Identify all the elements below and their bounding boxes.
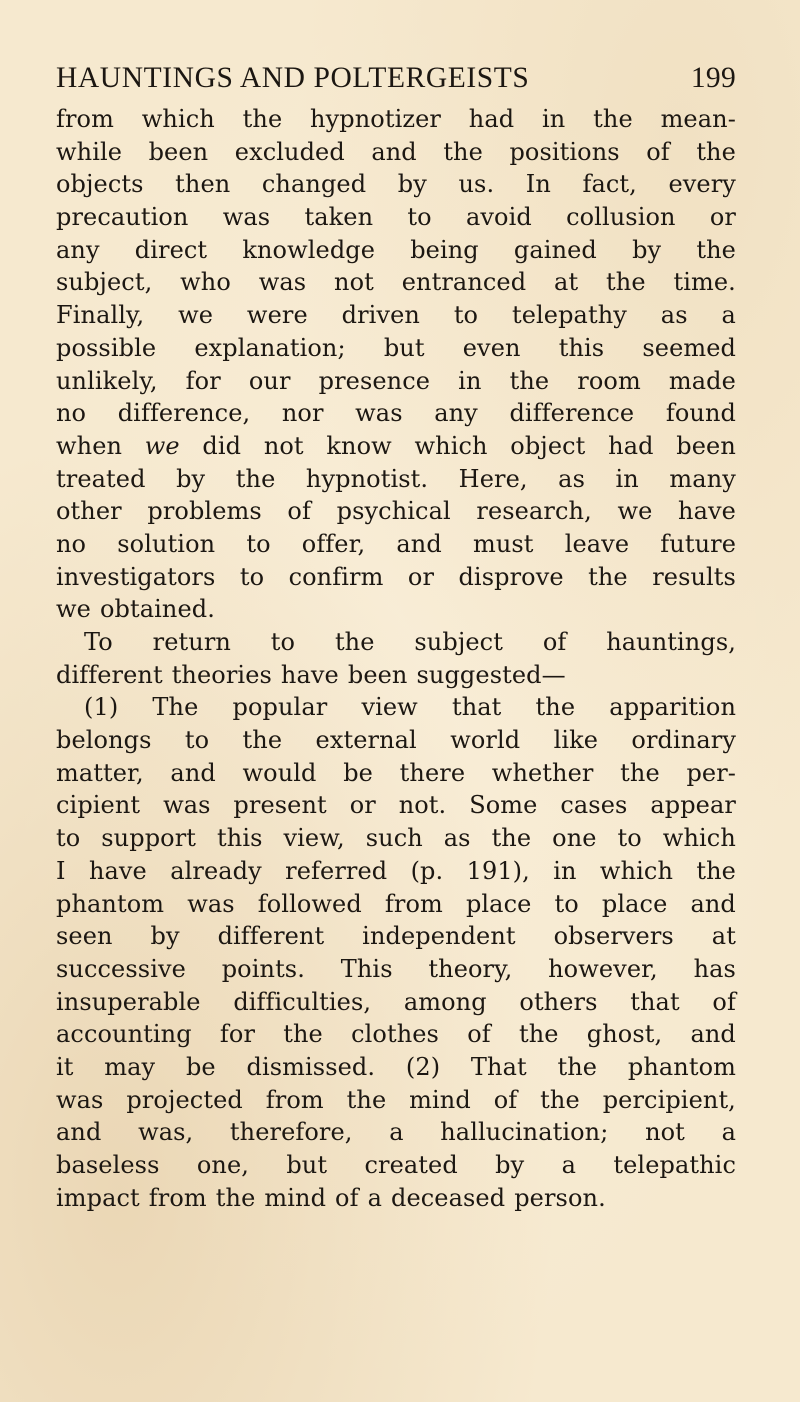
text-word: entranced [401,268,527,297]
text-word: or [349,791,376,820]
text-word: had [608,431,654,460]
text-word: place [465,889,532,918]
text-word: objects [56,170,144,199]
text-word: positions [509,137,620,166]
text-word: Some [469,791,538,820]
text-word: in [542,105,566,133]
text-word: a [367,1183,382,1212]
text-line [56,1116,736,1149]
text-word: difference [509,399,635,428]
text-line [56,789,736,822]
text-word: for [185,366,221,395]
text-word: projected [126,1085,243,1114]
page-number: 199 [690,62,736,94]
text-word: avoid [465,203,532,232]
text-word: the [540,1085,580,1114]
text-word: by [495,1151,525,1179]
text-word: mind [264,1183,327,1212]
text-word: was [222,203,271,232]
text-word: such [365,824,423,853]
text-line [56,1051,736,1084]
text-word: the [346,1085,387,1114]
text-line [56,365,736,398]
text-line [56,266,736,299]
text-word: it [56,1052,74,1081]
text-word: was, [138,1118,194,1147]
text-word: may [104,1052,156,1081]
text-line [56,888,736,921]
text-word: the [696,235,736,264]
text-word: no [56,529,87,558]
text-word: from [148,1183,207,1212]
text-word: excluded [234,137,345,166]
text-word: ghost, [586,1020,663,1049]
text-word: ordinary [631,726,736,755]
text-line [56,332,736,365]
text-word: a [721,301,736,330]
text-word: time. [673,268,736,297]
text-word: nor [281,399,324,428]
text-word: our [248,366,291,395]
text-word: This [340,954,393,983]
text-word: but [286,1151,328,1179]
text-word: the [242,105,283,133]
text-word: hauntings, [606,628,736,656]
text-word: or [407,562,435,591]
text-word: the [283,1020,323,1049]
text-word: of [712,987,736,1016]
text-word: and [690,1020,736,1049]
text-word: by [397,170,427,199]
text-word: made [668,366,736,395]
text-word: different [217,922,325,951]
text-word: which [662,824,736,853]
text-line [56,103,736,136]
text-word: cases [560,791,628,820]
text-word: changed [261,170,367,199]
book-page [56,60,736,1214]
text-word: was [355,399,403,428]
text-word: would [242,758,317,787]
text-word: (1) [84,693,119,722]
text-word: (p. [410,856,444,885]
text-word: of [335,1183,359,1212]
text-word: not [263,431,304,460]
text-word: was [258,268,307,297]
text-word: theories [171,660,272,689]
text-word: research, [476,497,592,526]
text-word: was [187,889,235,918]
text-word: we [56,595,91,624]
text-word: any [56,235,100,264]
text-word: telepathic [613,1151,736,1179]
text-word: In [525,170,551,199]
text-word: has [693,954,736,983]
text-word: deceased [391,1183,506,1212]
text-word: investigators [56,562,216,591]
text-word: have [88,856,147,885]
text-word: the [696,856,736,885]
text-word: and [396,529,442,558]
text-line [56,561,736,594]
text-word: difference, [117,399,251,428]
text-word: mean- [660,105,736,133]
text-line [56,986,736,1019]
text-word: a [561,1151,577,1179]
text-word: not [645,1118,685,1147]
text-word: dismissed. [246,1052,376,1081]
text-word: collusion [566,203,676,232]
text-word: being [410,235,479,264]
text-word: popular [232,693,328,722]
text-word: seen [56,922,113,951]
text-word: the [334,628,375,656]
text-word: percipient, [602,1085,736,1114]
text-line [56,168,736,201]
text-word: appear [650,791,736,820]
text-line [56,397,736,430]
text-word: which [141,105,215,133]
text-line [56,724,736,757]
text-word: points. [221,954,305,983]
text-word: baseless [56,1151,160,1179]
text-word: clothes [351,1020,439,1049]
text-line [56,1084,736,1117]
text-word: future [660,529,736,558]
text-word: us. [458,170,495,199]
text-word: from [265,1085,324,1114]
text-line [56,1182,736,1215]
text-line [56,920,736,953]
text-word: to [246,529,271,558]
body-text [56,103,736,1214]
text-word: to [617,824,642,853]
text-word: room [577,366,641,395]
text-word: from [384,889,443,918]
text-word: the [588,562,628,591]
text-word: the [443,137,483,166]
text-word: no [56,399,87,428]
text-word: impact [56,1183,140,1212]
text-word: that [451,693,502,722]
text-word: belongs [56,726,152,755]
text-word: whether [491,758,594,787]
text-word: to [56,824,81,853]
text-word: found [665,399,736,428]
text-word: have [678,497,736,526]
text-word: did [202,431,242,460]
text-word: subject, [56,268,153,297]
text-word: followed [257,889,362,918]
text-word: one, [196,1151,249,1179]
text-word: by [632,235,662,264]
text-word: of [493,1085,518,1114]
text-word: however, [548,954,658,983]
text-word: of [287,497,311,526]
text-word: world [450,726,521,755]
text-word: successive [56,954,186,983]
text-word: and [371,137,417,166]
text-word: like [553,726,599,755]
text-word: To [84,628,113,656]
text-word: as [660,301,688,330]
text-word: was [163,791,211,820]
text-word: at [554,268,579,297]
text-word: psychical [336,497,451,526]
text-word: obtained. [99,595,215,624]
text-word: the [518,1020,559,1049]
text-word: been [347,660,408,689]
text-word: of [467,1020,491,1049]
text-word: driven [341,301,420,330]
text-word: as [443,824,471,853]
text-word: return [152,628,231,656]
text-word: of [646,137,670,166]
text-word: gained [513,235,597,264]
text-word: suggested— [416,660,566,689]
text-word: disprove [458,562,564,591]
text-word: which [599,856,673,885]
text-word: the [215,1183,256,1212]
text-word: and [56,1118,102,1147]
text-line [56,299,736,332]
text-word: per- [686,758,736,787]
text-word: to [407,203,432,232]
text-word: this [558,333,605,362]
text-word: observers [553,922,674,951]
text-word: from [56,105,114,133]
text-line [56,593,736,626]
text-word: the [509,366,550,395]
text-word: possible [56,333,157,362]
text-word: but [383,333,425,362]
text-word: the [557,1052,598,1081]
text-word: hallucination; [440,1118,609,1147]
text-word: to [184,726,210,755]
text-word: know [326,431,392,460]
text-line [56,430,736,463]
text-line [56,495,736,528]
text-word: presence [318,366,431,395]
text-word: by [176,464,206,493]
text-word: The [152,693,199,722]
text-line [56,528,736,561]
text-word: been [676,431,736,460]
text-word: mind [409,1085,471,1114]
text-word: to [270,628,296,656]
text-word: view [361,693,418,722]
text-word: referred [285,856,388,885]
text-word: offer, [301,529,366,558]
text-line [56,463,736,496]
text-line [56,953,736,986]
text-word: or [709,203,736,232]
text-word: external [315,726,417,755]
text-word: support [101,824,197,853]
text-word: not. [398,791,447,820]
text-word: to [554,889,579,918]
text-word: one [552,824,597,853]
text-word: be [185,1052,216,1081]
text-word: the [696,137,736,166]
text-word: theory, [428,954,513,983]
text-word: seemed [642,333,736,362]
text-word: matter, [56,758,144,787]
text-word: were [246,301,308,330]
text-word: there [399,758,466,787]
text-word: insuperable [56,987,201,1016]
text-word: who [180,268,231,297]
text-word: in [615,464,639,493]
text-line [56,136,736,169]
running-title: HAUNTINGS AND POLTERGEISTS [56,62,530,94]
text-word: of [542,628,567,656]
text-word: accounting [56,1020,192,1049]
text-word: therefore, [229,1118,353,1147]
text-line [56,822,736,855]
text-word: other [56,497,122,526]
text-word: to [239,562,265,591]
text-word: taken [304,203,374,232]
text-word: which [414,431,488,460]
text-word: leave [564,529,630,558]
text-word: precaution [56,203,189,232]
text-word: Here, [458,464,528,493]
text-word: have [280,660,339,689]
text-word: the [606,268,646,297]
text-word: Finally, [56,301,145,330]
text-word: object [510,431,586,460]
text-word: solution [117,529,216,558]
text-word: present [233,791,327,820]
text-word: place [601,889,668,918]
text-word: cipient [56,791,141,820]
text-line [56,1018,736,1051]
text-word: fact, [582,170,637,199]
text-word: we [617,497,653,526]
text-line [56,234,736,267]
text-line [56,757,736,790]
text-word: results [652,562,736,591]
text-line [56,626,736,659]
text-word: hypnotizer [310,105,441,133]
text-word: to [453,301,479,330]
text-word: 191), [466,856,530,885]
text-word: I [56,856,66,885]
text-word: treated [56,464,146,493]
text-word: phantom [56,889,165,918]
text-word: this [217,824,263,853]
text-line [56,659,736,692]
text-word: among [403,987,487,1016]
text-word: been [148,137,209,166]
text-word: already [170,856,262,885]
text-word: we [144,431,180,460]
text-word: every [668,170,736,199]
text-word: had [468,105,515,133]
text-word: while [56,137,123,166]
text-word: direct [134,235,208,264]
running-head [56,60,736,96]
text-word: by [150,922,180,951]
text-word: the [593,105,633,133]
text-word: not [334,268,374,297]
text-word: a [389,1118,404,1147]
text-word: any [434,399,478,428]
text-word: explanation; [194,333,346,362]
text-word: the [535,693,576,722]
text-word: a [721,1118,736,1147]
text-word: the [491,824,532,853]
text-word: the [242,726,283,755]
text-word: view, [283,824,345,853]
text-word: the [235,464,276,493]
text-word: that [630,987,680,1016]
text-line [56,855,736,888]
text-word: when [56,431,123,460]
text-word: subject [414,628,503,656]
text-word: phantom [627,1052,736,1081]
text-word: (2) [405,1052,441,1081]
text-line [56,1149,736,1182]
text-word: knowledge [242,235,376,264]
text-word: was [56,1085,104,1114]
text-word: must [472,529,534,558]
text-word: for [219,1020,256,1049]
text-word: person. [514,1183,606,1212]
text-word: the [620,758,660,787]
text-word: telepathy [511,301,627,330]
text-word: in [458,366,482,395]
text-word: in [553,856,577,885]
text-word: many [669,464,736,493]
text-word: difficulties, [233,987,372,1016]
text-word: problems [147,497,262,526]
text-line [56,201,736,234]
text-word: even [462,333,521,362]
text-word: at [711,922,736,951]
text-word: be [343,758,373,787]
text-word: confirm [288,562,384,591]
text-word: and [690,889,736,918]
text-word: apparition [609,693,736,722]
text-line [56,691,736,724]
text-word: created [364,1151,458,1179]
text-word: independent [362,922,516,951]
text-word: unlikely, [56,366,158,395]
text-word: we [178,301,214,330]
text-word: different [56,660,163,689]
text-word: then [175,170,231,199]
text-word: others [519,987,598,1016]
text-word: hypnotist. [305,464,429,493]
text-word: and [170,758,216,787]
text-word: as [558,464,585,493]
text-word: That [470,1052,527,1081]
